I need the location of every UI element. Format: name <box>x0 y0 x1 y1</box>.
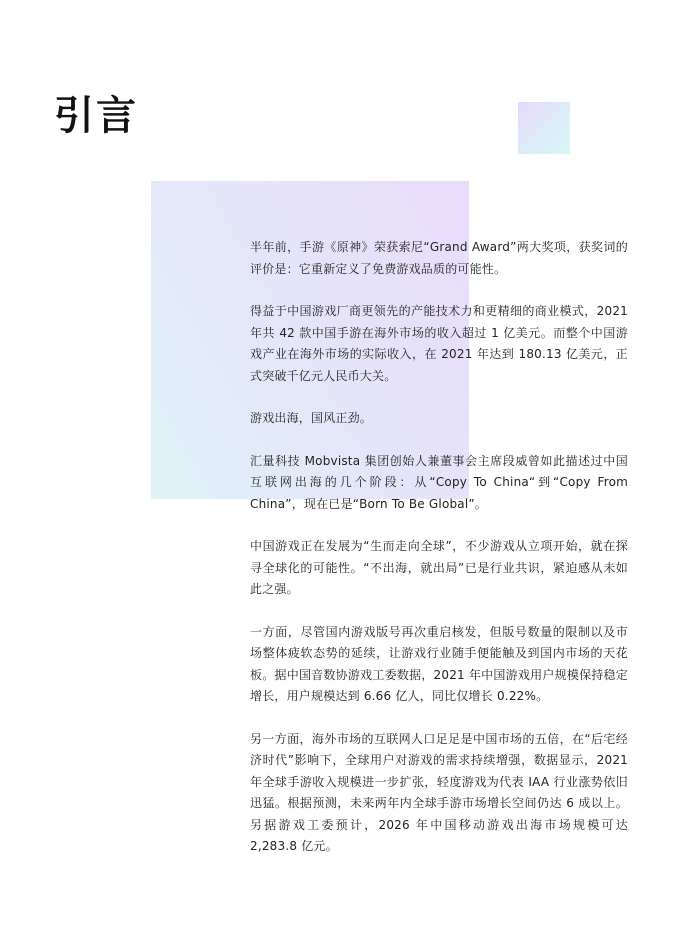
paragraph-overseas-revenue: 得益于中国游戏厂商更领先的产能技术力和更精细的商业模式，2021 年共 42 款中国手游在海外市场的收入超过 1 亿美元。而整个中国游戏产业在海外市场的实际收入，在 2021 年达到 180.13 亿美元，正式突破千亿元人民币大关。 <box>250 304 628 383</box>
paragraph-guofeng: 游戏出海，国风正劲。 <box>250 411 373 425</box>
paragraph-genshin-award: 半年前，手游《原神》荣获索尼“Grand Award”两大奖项，获奖词的评价是：它重新定义了免费游戏品质的可能性。 <box>250 240 628 276</box>
paragraph-born-global: 中国游戏正在发展为“生而走向全球”，不少游戏从立项开始，就在探寻全球化的可能性。“不出海，就出局”已是行业共识，紧迫感从未如此之强。 <box>250 539 628 596</box>
paragraph-mobvista-quote: 汇量科技 Mobvista 集团创始人兼董事会主席段威曾如此描述过中国互联网出海的几个阶段：从“Copy To China“到“Copy From China”，现在已是“Born To Be Global”。 <box>250 453 628 511</box>
page-title: 引言 <box>54 93 138 139</box>
paragraph-domestic-market: 一方面，尽管国内游戏版号再次重启核发，但版号数量的限制以及市场整体疲软态势的延续，让游戏行业随手便能触及到国内市场的天花板。据中国音数协游戏工委数据，2021 年中国游戏用户规模保持稳定增长，用户规模达到 6.66 亿人，同比仅增长 0.22%。 <box>250 624 628 703</box>
article-body <box>250 237 628 879</box>
paragraph-overseas-market: 另一方面，海外市场的互联网人口足足是中国市场的五倍，在“后宅经济时代”影响下，全球用户对游戏的需求持续增强，数据显示，2021 年全球手游收入规模进一步扩张，轻度游戏为代表 IAA 行业涨势依旧迅猛。根据预测，未来两年内全球手游市场增长空间仍达 6 成以上。另据游戏工委预计，2026 年中国移动游戏出海市场规模可达 2,283.8 亿元。 <box>250 731 628 853</box>
decorative-gradient-square <box>518 102 570 154</box>
